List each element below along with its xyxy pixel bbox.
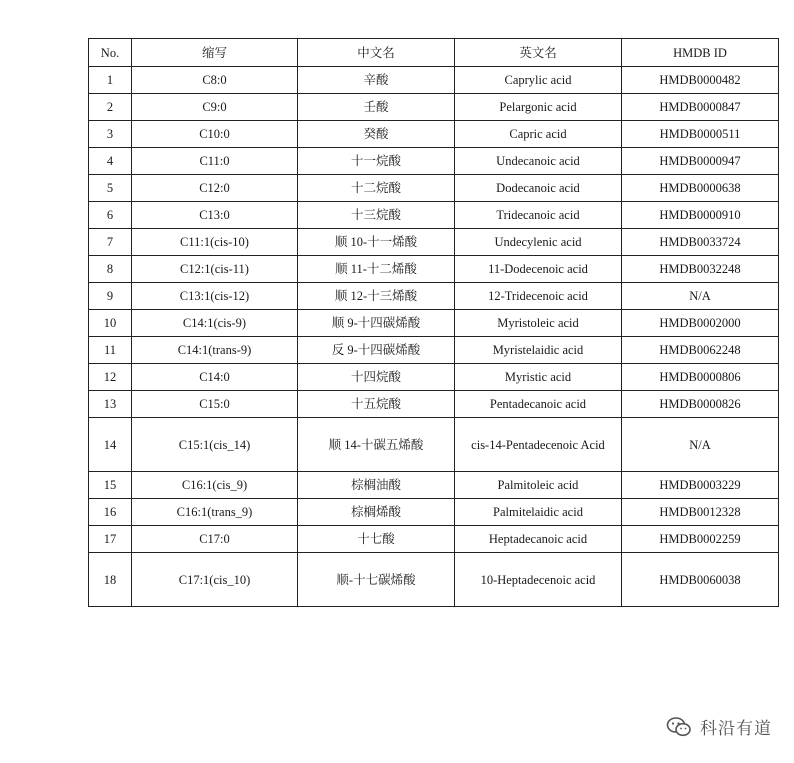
cell-english-name: 10-Heptadecenoic acid [455, 553, 622, 607]
cell-no: 3 [89, 121, 132, 148]
table-body [89, 67, 779, 607]
cell-no: 9 [89, 283, 132, 310]
cell-chinese-name: 辛酸 [298, 67, 455, 94]
table-row [89, 283, 779, 310]
cell-chinese-name: 癸酸 [298, 121, 455, 148]
wechat-icon [666, 716, 692, 738]
cell-chinese-name: 十四烷酸 [298, 364, 455, 391]
table-row [89, 337, 779, 364]
cell-chinese-name: 十三烷酸 [298, 202, 455, 229]
table-row [89, 67, 779, 94]
cell-hmdb-id: HMDB0002000 [622, 310, 779, 337]
header-english-name: 英文名 [455, 39, 622, 67]
cell-hmdb-id: HMDB0000847 [622, 94, 779, 121]
header-no: No. [89, 39, 132, 67]
cell-chinese-name: 顺 10-十一烯酸 [298, 229, 455, 256]
cell-chinese-name: 顺 9-十四碳烯酸 [298, 310, 455, 337]
cell-abbreviation: C15:0 [132, 391, 298, 418]
cell-no: 10 [89, 310, 132, 337]
cell-hmdb-id: N/A [622, 283, 779, 310]
table-header-row [89, 39, 779, 67]
cell-hmdb-id: HMDB0003229 [622, 472, 779, 499]
cell-abbreviation: C12:0 [132, 175, 298, 202]
cell-chinese-name: 反 9-十四碳烯酸 [298, 337, 455, 364]
cell-chinese-name: 十七酸 [298, 526, 455, 553]
table-row [89, 418, 779, 472]
cell-abbreviation: C12:1(cis-11) [132, 256, 298, 283]
cell-english-name: 12-Tridecenoic acid [455, 283, 622, 310]
cell-english-name: Pentadecanoic acid [455, 391, 622, 418]
cell-no: 4 [89, 148, 132, 175]
table-row [89, 553, 779, 607]
cell-english-name: Myristelaidic acid [455, 337, 622, 364]
cell-no: 8 [89, 256, 132, 283]
cell-english-name: cis-14-Pentadecenoic Acid [455, 418, 622, 472]
header-hmdb-id: HMDB ID [622, 39, 779, 67]
cell-no: 18 [89, 553, 132, 607]
cell-abbreviation: C13:1(cis-12) [132, 283, 298, 310]
cell-abbreviation: C11:1(cis-10) [132, 229, 298, 256]
cell-english-name: Heptadecanoic acid [455, 526, 622, 553]
cell-no: 15 [89, 472, 132, 499]
cell-chinese-name: 顺 11-十二烯酸 [298, 256, 455, 283]
table-row [89, 148, 779, 175]
table-row [89, 121, 779, 148]
table-row [89, 391, 779, 418]
header-chinese-name: 中文名 [298, 39, 455, 67]
cell-abbreviation: C10:0 [132, 121, 298, 148]
cell-english-name: 11-Dodecenoic acid [455, 256, 622, 283]
table-row [89, 229, 779, 256]
cell-abbreviation: C13:0 [132, 202, 298, 229]
cell-abbreviation: C14:1(trans-9) [132, 337, 298, 364]
cell-abbreviation: C17:0 [132, 526, 298, 553]
table-row [89, 364, 779, 391]
cell-hmdb-id: HMDB0000910 [622, 202, 779, 229]
cell-abbreviation: C14:1(cis-9) [132, 310, 298, 337]
cell-no: 1 [89, 67, 132, 94]
data-table-container [88, 38, 778, 607]
cell-english-name: Caprylic acid [455, 67, 622, 94]
cell-english-name: Pelargonic acid [455, 94, 622, 121]
cell-abbreviation: C9:0 [132, 94, 298, 121]
cell-hmdb-id: HMDB0000638 [622, 175, 779, 202]
watermark-text: 科沿有道 [700, 719, 772, 739]
table-row [89, 94, 779, 121]
cell-chinese-name: 顺 14-十碳五烯酸 [298, 418, 455, 472]
cell-hmdb-id: HMDB0032248 [622, 256, 779, 283]
cell-english-name: Myristic acid [455, 364, 622, 391]
cell-no: 5 [89, 175, 132, 202]
cell-hmdb-id: HMDB0012328 [622, 499, 779, 526]
cell-hmdb-id: HMDB0000511 [622, 121, 779, 148]
cell-hmdb-id: HMDB0000806 [622, 364, 779, 391]
cell-chinese-name: 顺 12-十三烯酸 [298, 283, 455, 310]
cell-hmdb-id: HMDB0000947 [622, 148, 779, 175]
cell-english-name: Capric acid [455, 121, 622, 148]
cell-no: 6 [89, 202, 132, 229]
cell-hmdb-id: HMDB0000826 [622, 391, 779, 418]
table-row [89, 526, 779, 553]
fatty-acid-table [88, 38, 779, 607]
cell-chinese-name: 十一烷酸 [298, 148, 455, 175]
cell-abbreviation: C16:1(trans_9) [132, 499, 298, 526]
table-row [89, 202, 779, 229]
cell-no: 16 [89, 499, 132, 526]
cell-no: 13 [89, 391, 132, 418]
cell-abbreviation: C14:0 [132, 364, 298, 391]
table-row [89, 256, 779, 283]
cell-chinese-name: 十二烷酸 [298, 175, 455, 202]
cell-no: 2 [89, 94, 132, 121]
cell-no: 17 [89, 526, 132, 553]
cell-hmdb-id: HMDB0062248 [622, 337, 779, 364]
cell-abbreviation: C8:0 [132, 67, 298, 94]
cell-abbreviation: C15:1(cis_14) [132, 418, 298, 472]
cell-abbreviation: C16:1(cis_9) [132, 472, 298, 499]
cell-abbreviation: C17:1(cis_10) [132, 553, 298, 607]
cell-hmdb-id: HMDB0033724 [622, 229, 779, 256]
cell-no: 14 [89, 418, 132, 472]
cell-english-name: Myristoleic acid [455, 310, 622, 337]
header-abbreviation: 缩写 [132, 39, 298, 67]
cell-no: 7 [89, 229, 132, 256]
cell-no: 12 [89, 364, 132, 391]
table-row [89, 310, 779, 337]
cell-chinese-name: 壬酸 [298, 94, 455, 121]
table-row [89, 472, 779, 499]
cell-chinese-name: 顺-十七碳烯酸 [298, 553, 455, 607]
cell-english-name: Palmitelaidic acid [455, 499, 622, 526]
cell-english-name: Palmitoleic acid [455, 472, 622, 499]
cell-hmdb-id: HMDB0002259 [622, 526, 779, 553]
cell-abbreviation: C11:0 [132, 148, 298, 175]
watermark [666, 714, 772, 739]
table-row [89, 499, 779, 526]
cell-english-name: Dodecanoic acid [455, 175, 622, 202]
cell-hmdb-id: HMDB0060038 [622, 553, 779, 607]
cell-chinese-name: 棕榈烯酸 [298, 499, 455, 526]
cell-chinese-name: 十五烷酸 [298, 391, 455, 418]
cell-no: 11 [89, 337, 132, 364]
cell-hmdb-id: HMDB0000482 [622, 67, 779, 94]
cell-hmdb-id: N/A [622, 418, 779, 472]
cell-chinese-name: 棕榈油酸 [298, 472, 455, 499]
cell-english-name: Tridecanoic acid [455, 202, 622, 229]
table-row [89, 175, 779, 202]
cell-english-name: Undecanoic acid [455, 148, 622, 175]
cell-english-name: Undecylenic acid [455, 229, 622, 256]
